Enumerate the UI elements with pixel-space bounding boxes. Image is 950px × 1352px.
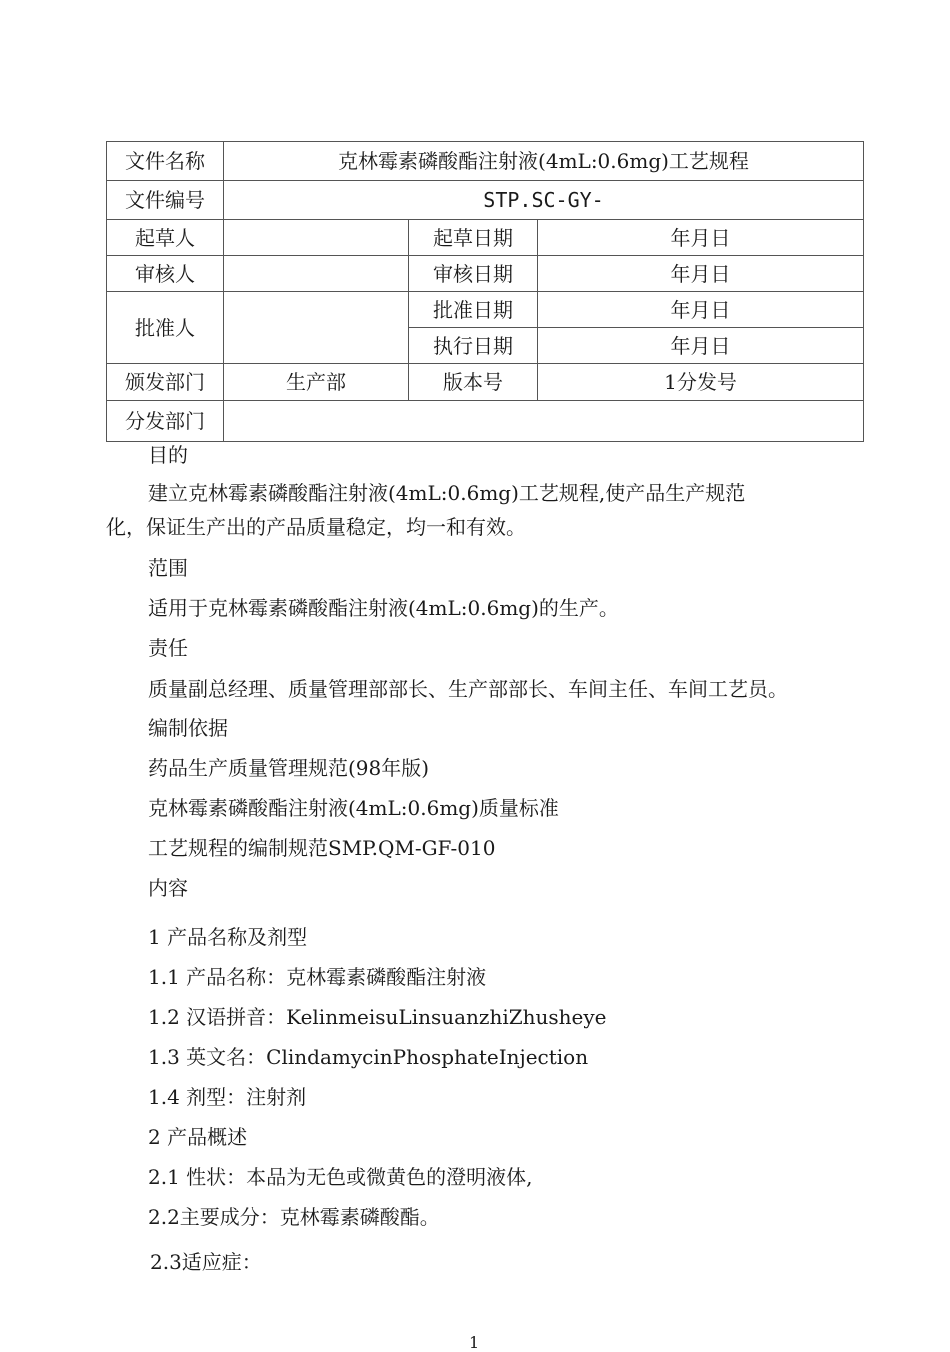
reviewer-value [224,256,409,292]
responsibility-heading: 责任 [148,636,188,660]
file-name-value: 克林霉素磷酸酯注射液(4mL:0.6mg)工艺规程 [224,142,864,181]
basis-heading: 编制依据 [148,716,228,740]
drafter-label: 起草人 [107,220,224,256]
exec-date-label: 执行日期 [409,328,538,364]
section-1-2: 1.2 汉语拼音：KelinmeisuLinsuanzhiZhusheye [148,1005,607,1029]
dist-dept-label: 分发部门 [107,401,224,442]
content-heading: 内容 [148,876,188,900]
approver-value [224,292,409,364]
version-value: 1分发号 [538,364,864,401]
section-2-3: 2.3适应症： [150,1250,262,1274]
reviewer-label: 审核人 [107,256,224,292]
dist-dept-value [224,401,864,442]
basis-item-3: 工艺规程的编制规范SMP.QM-GF-010 [148,836,496,860]
approver-label: 批准人 [107,292,224,364]
document-header-table [106,141,864,442]
responsibility-text: 质量副总经理、质量管理部部长、生产部部长、车间主任、车间工艺员。 [148,677,788,701]
draft-date-value: 年月日 [538,220,864,256]
purpose-heading: 目的 [148,443,188,467]
scope-text: 适用于克林霉素磷酸酯注射液(4mL:0.6mg)的生产。 [148,596,619,620]
exec-date-value: 年月日 [538,328,864,364]
section-2-1: 2.1 性状：本品为无色或微黄色的澄明液体, [148,1165,533,1189]
section-2-heading: 2 产品概述 [148,1125,248,1149]
file-name-label: 文件名称 [107,142,224,181]
issue-dept-label: 颁发部门 [107,364,224,401]
page-number: 1 [469,1333,480,1352]
version-label: 版本号 [409,364,538,401]
purpose-text-line-2: 化，保证生产出的产品质量稳定，均一和有效。 [106,515,526,539]
section-1-3: 1.3 英文名：ClindamycinPhosphateInjection [148,1045,589,1069]
draft-date-label: 起草日期 [409,220,538,256]
purpose-text-line-1: 建立克林霉素磷酸酯注射液(4mL:0.6mg)工艺规程,使产品生产规范 [148,481,746,505]
section-1-4: 1.4 剂型：注射剂 [148,1085,307,1109]
basis-item-2: 克林霉素磷酸酯注射液(4mL:0.6mg)质量标准 [148,796,559,820]
review-date-label: 审核日期 [409,256,538,292]
scope-heading: 范围 [148,556,188,580]
approve-date-value: 年月日 [538,292,864,328]
review-date-value: 年月日 [538,256,864,292]
section-1-1: 1.1 产品名称：克林霉素磷酸酯注射液 [148,965,487,989]
drafter-value [224,220,409,256]
file-number-value: STP.SC-GY- [224,181,864,220]
approve-date-label: 批准日期 [409,292,538,328]
file-number-label: 文件编号 [107,181,224,220]
section-2-2: 2.2主要成分：克林霉素磷酸酯。 [148,1205,440,1229]
issue-dept-value: 生产部 [224,364,409,401]
basis-item-1: 药品生产质量管理规范(98年版) [148,756,430,780]
section-1-heading: 1 产品名称及剂型 [148,925,308,949]
